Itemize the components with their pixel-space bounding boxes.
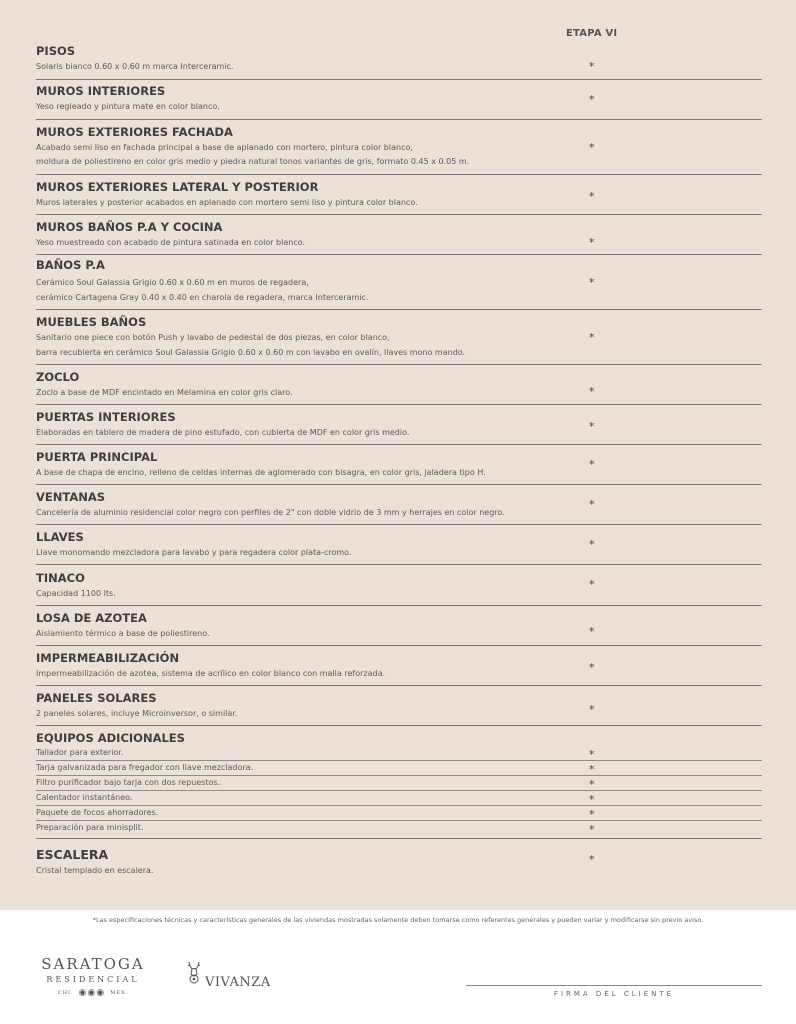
section-line: Tallador para exterior. — [36, 748, 124, 757]
section-line: A base de chapa de encino, relleno de celdas internas de aglomerado con bisagra, en color gris, jaladera tipo H. — [36, 468, 486, 477]
section-title: MUROS BAÑOS P.A Y COCINA — [36, 220, 223, 234]
section-title: PUERTA PRINCIPAL — [36, 450, 158, 464]
divider — [36, 174, 762, 175]
check-mark: * — [589, 458, 595, 471]
check-mark: * — [589, 60, 595, 73]
section-line: 2 paneles solares, incluye Microinversor, o similar. — [36, 709, 238, 718]
section-title: IMPERMEABILIZACIÓN — [36, 651, 180, 665]
check-mark: * — [589, 420, 595, 433]
section-line: Preparación para minisplit. — [36, 823, 144, 832]
row-divider — [36, 805, 762, 806]
section-line: Yeso regleado y pintura mate en color blanco. — [36, 102, 220, 111]
saratoga-emblem-icon: ◉◉◉ — [78, 988, 106, 998]
check-mark: * — [589, 276, 595, 289]
check-mark: * — [589, 823, 595, 836]
saratoga-logo-est — [30, 988, 156, 998]
section-line: Muros laterales y posterior acabados en aplanado con mortero semi liso y pintura color blanco. — [36, 198, 418, 207]
check-mark: * — [589, 538, 595, 551]
section-title: MUROS EXTERIORES FACHADA — [36, 125, 233, 139]
check-mark: * — [589, 141, 595, 154]
disclaimer-note: *Las especificaciones técnicas y características generales de las viviendas mostradas solamente deben tomarse como referentes generales y pueden variar y modificarse sin previo aviso. — [92, 916, 704, 924]
check-mark: * — [589, 578, 595, 591]
divider — [36, 838, 762, 839]
deer-icon — [185, 960, 203, 990]
saratoga-logo-left: CHI. — [57, 990, 74, 996]
check-mark: * — [589, 661, 595, 674]
check-mark: * — [589, 625, 595, 638]
row-divider — [36, 790, 762, 791]
section-line: Impermeabilización de azotea, sistema de acrílico en color blanco con malla reforzada. — [36, 669, 386, 678]
check-mark: * — [589, 385, 595, 398]
section-line: barra recubierta en cerámico Soul Galassia Grigio 0.60 x 0.60 m con lavabo en ovalín, llaves mono mando. — [36, 348, 466, 357]
divider — [36, 364, 762, 365]
divider — [36, 564, 762, 565]
section-title: EQUIPOS ADICIONALES — [36, 731, 185, 745]
section-title: MUROS INTERIORES — [36, 84, 166, 98]
divider — [36, 309, 762, 310]
divider — [36, 524, 762, 525]
section-line: Paquete de focos ahorradores. — [36, 808, 159, 817]
check-mark: * — [589, 703, 595, 716]
check-mark: * — [589, 808, 595, 821]
vivanza-logo — [185, 960, 271, 990]
check-mark: * — [589, 190, 595, 203]
section-title: PANELES SOLARES — [36, 691, 157, 705]
section-line: cerámico Cartagena Gray 0.40 x 0.40 en charola de regadera, marca Interceramic. — [36, 293, 369, 302]
section-title: PISOS — [36, 44, 76, 58]
section-title: PUERTAS INTERIORES — [36, 410, 176, 424]
check-mark: * — [589, 748, 595, 761]
saratoga-logo-name: SARATOGA — [41, 955, 145, 973]
section-title: VENTANAS — [36, 490, 106, 504]
divider — [36, 605, 762, 606]
section-line: Sanitario one piece con botón Push y lavabo de pedestal de dos piezas, en color blanco, — [36, 333, 390, 342]
divider — [36, 214, 762, 215]
section-line: Yeso muestreado con acabado de pintura satinada en color blanco. — [36, 238, 306, 247]
section-title: ESCALERA — [36, 847, 109, 862]
row-divider — [36, 820, 762, 821]
section-line: Elaboradas en tablero de madera de pino estufado, con cubierta de MDF en color gris medio. — [36, 428, 410, 437]
check-mark: * — [589, 498, 595, 511]
check-mark: * — [589, 853, 595, 866]
section-line: Llave monomando mezcladora para lavabo y para regadera color plata-cromo. — [36, 548, 352, 557]
column-title: ETAPA VI — [566, 28, 618, 39]
section-line: Acabado semi liso en fachada principal a base de aplanado con mortero, pintura color blanco, — [36, 143, 413, 152]
section-title: BAÑOS P.A — [36, 258, 105, 272]
section-line: Filtro purificador bajo tarja con dos repuestos. — [36, 778, 221, 787]
check-mark: * — [589, 763, 595, 776]
section-line: Calentador instantáneo. — [36, 793, 133, 802]
check-mark: * — [589, 331, 595, 344]
section-line: Cancelería de aluminio residencial color negro con perfiles de 2" con doble vidrio de 3 mm y herrajes en color negro. — [36, 508, 505, 517]
divider — [36, 484, 762, 485]
section-line: Tarja galvanizada para fregador con llave mezcladora. — [36, 763, 254, 772]
section-line: Cristal templado en escalera. — [36, 866, 154, 875]
check-mark: * — [589, 778, 595, 791]
check-mark: * — [589, 236, 595, 249]
section-line: Aislamiento térmico a base de poliestireno. — [36, 629, 210, 638]
divider — [36, 119, 762, 120]
section-line: Zoclo a base de MDF encintado en Melamina en color gris claro. — [36, 388, 293, 397]
signature-label: FIRMA DEL CLIENTE — [553, 990, 675, 998]
section-title: MUROS EXTERIORES LATERAL Y POSTERIOR — [36, 180, 319, 194]
section-title: LLAVES — [36, 530, 84, 544]
section-title: ZOCLO — [36, 370, 80, 384]
section-title: TINACO — [36, 571, 85, 585]
section-title: MUEBLES BAÑOS — [36, 315, 147, 329]
divider — [36, 444, 762, 445]
section-line: Cerámico Soul Galassia Grigio 0.60 x 0.60 m en muros de regadera, — [36, 278, 309, 287]
check-mark: * — [589, 93, 595, 106]
divider — [36, 725, 762, 726]
section-line: Solaris bianco 0.60 x 0.60 m marca Interceramic. — [36, 62, 234, 71]
row-divider — [36, 760, 762, 761]
signature-line — [466, 985, 762, 986]
divider — [36, 685, 762, 686]
row-divider — [36, 775, 762, 776]
divider — [36, 79, 762, 80]
check-mark: * — [589, 793, 595, 806]
divider — [36, 254, 762, 255]
section-line: Capacidad 1100 lts. — [36, 589, 116, 598]
saratoga-logo-sub: RESIDENCIAL — [46, 975, 140, 984]
saratoga-logo — [30, 955, 156, 998]
section-title: LOSA DE AZOTEA — [36, 611, 147, 625]
divider — [36, 645, 762, 646]
section-line: moldura de poliestireno en color gris medio y piedra natural tonos variantes de gris, formato 0.45 x 0.05 m. — [36, 157, 470, 166]
vivanza-logo-name: VIVANZA — [205, 975, 271, 990]
divider — [36, 404, 762, 405]
saratoga-logo-right: MEX. — [110, 990, 129, 996]
